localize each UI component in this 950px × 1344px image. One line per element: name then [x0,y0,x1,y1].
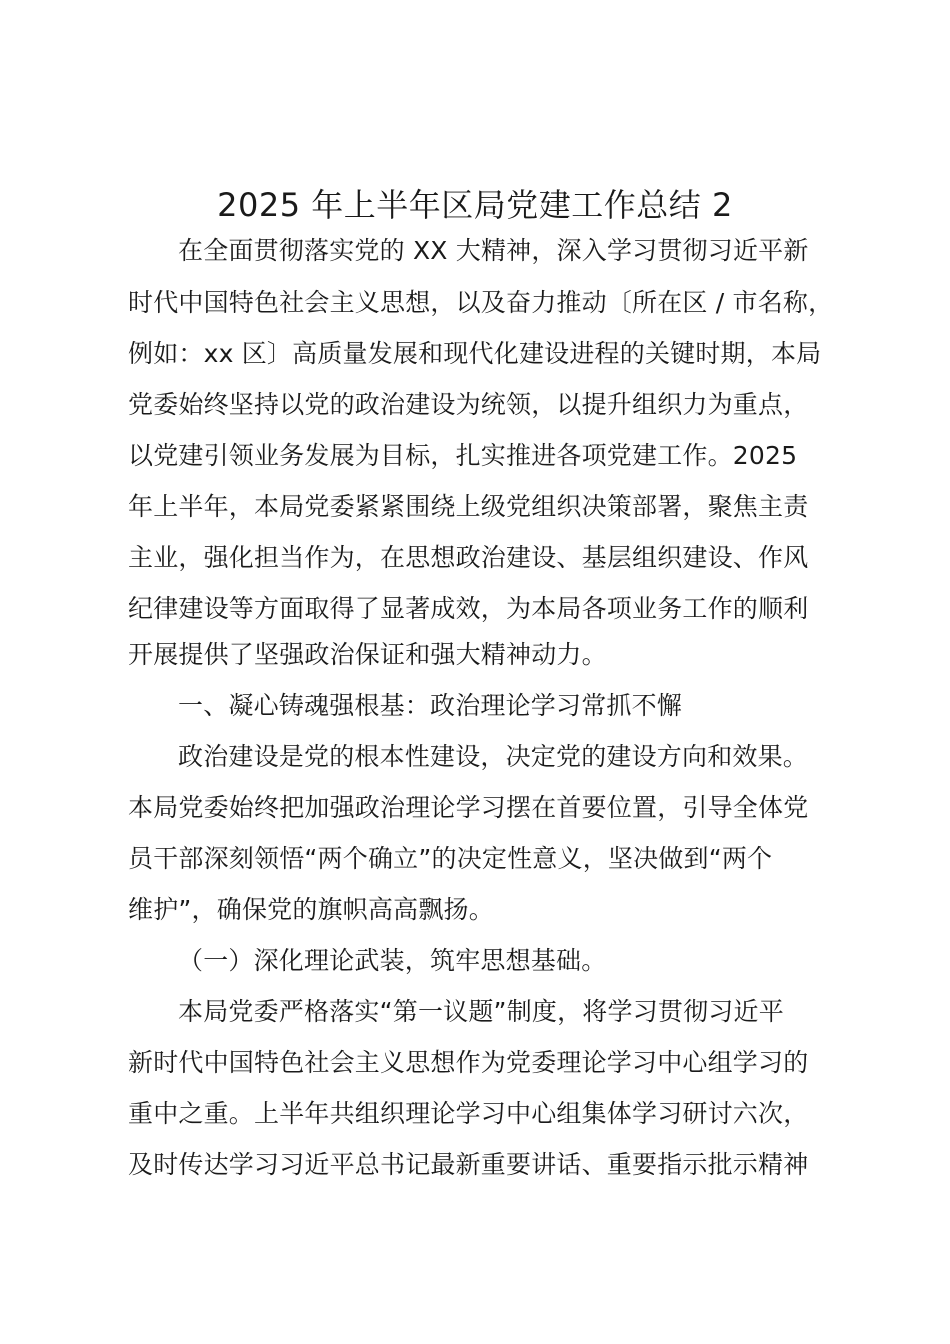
paragraph-line: 以党建引领业务发展为目标，扎实推进各项党建工作。2025 [128,441,798,470]
paragraph-line: 员干部深刻领悟“两个确立”的决定性意义，坚决做到“两个 [128,844,773,873]
paragraph-line: 本局党委始终把加强政治理论学习摆在首要位置，引导全体党 [128,793,809,822]
paragraph-line: 党委始终坚持以党的政治建设为统领，以提升组织力为重点， [128,390,809,419]
paragraph-line: 开展提供了坚强政治保证和强大精神动力。 [128,640,607,669]
section-heading: 一、凝心铸魂强根基：政治理论学习常抓不懈 [178,691,683,720]
paragraph-line: 主业，强化担当作为，在思想政治建设、基层组织建设、作风 [128,543,809,572]
paragraph-line: 时代中国特色社会主义思想，以及奋力推动〔所在区 / 市名称， [128,288,834,317]
paragraph-line: 例如：xx 区〕高质量发展和现代化建设进程的关键时期，本局 [128,339,822,368]
paragraph-line: 本局党委严格落实“第一议题”制度，将学习贯彻习近平 [178,997,784,1026]
paragraph-line: 年上半年，本局党委紧紧围绕上级党组织决策部署，聚焦主责 [128,492,809,521]
paragraph-line: 在全面贯彻落实党的 XX 大精神，深入学习贯彻习近平新 [178,236,809,265]
paragraph-line: 维护”，确保党的旗帜高高飘扬。 [128,895,494,924]
paragraph-line: 纪律建设等方面取得了显著成效，为本局各项业务工作的顺利 [128,594,809,623]
paragraph-line: 重中之重。上半年共组织理论学习中心组集体学习研讨六次， [128,1099,809,1128]
document-title: 2025 年上半年区局党建工作总结 2 [217,186,733,224]
paragraph-line: 政治建设是党的根本性建设，决定党的建设方向和效果。 [178,742,809,771]
subsection-heading: （一）深化理论武装，筑牢思想基础。 [178,946,607,975]
paragraph-line: 及时传达学习习近平总书记最新重要讲话、重要指示批示精神 [128,1150,809,1179]
paragraph-line: 新时代中国特色社会主义思想作为党委理论学习中心组学习的 [128,1048,809,1077]
